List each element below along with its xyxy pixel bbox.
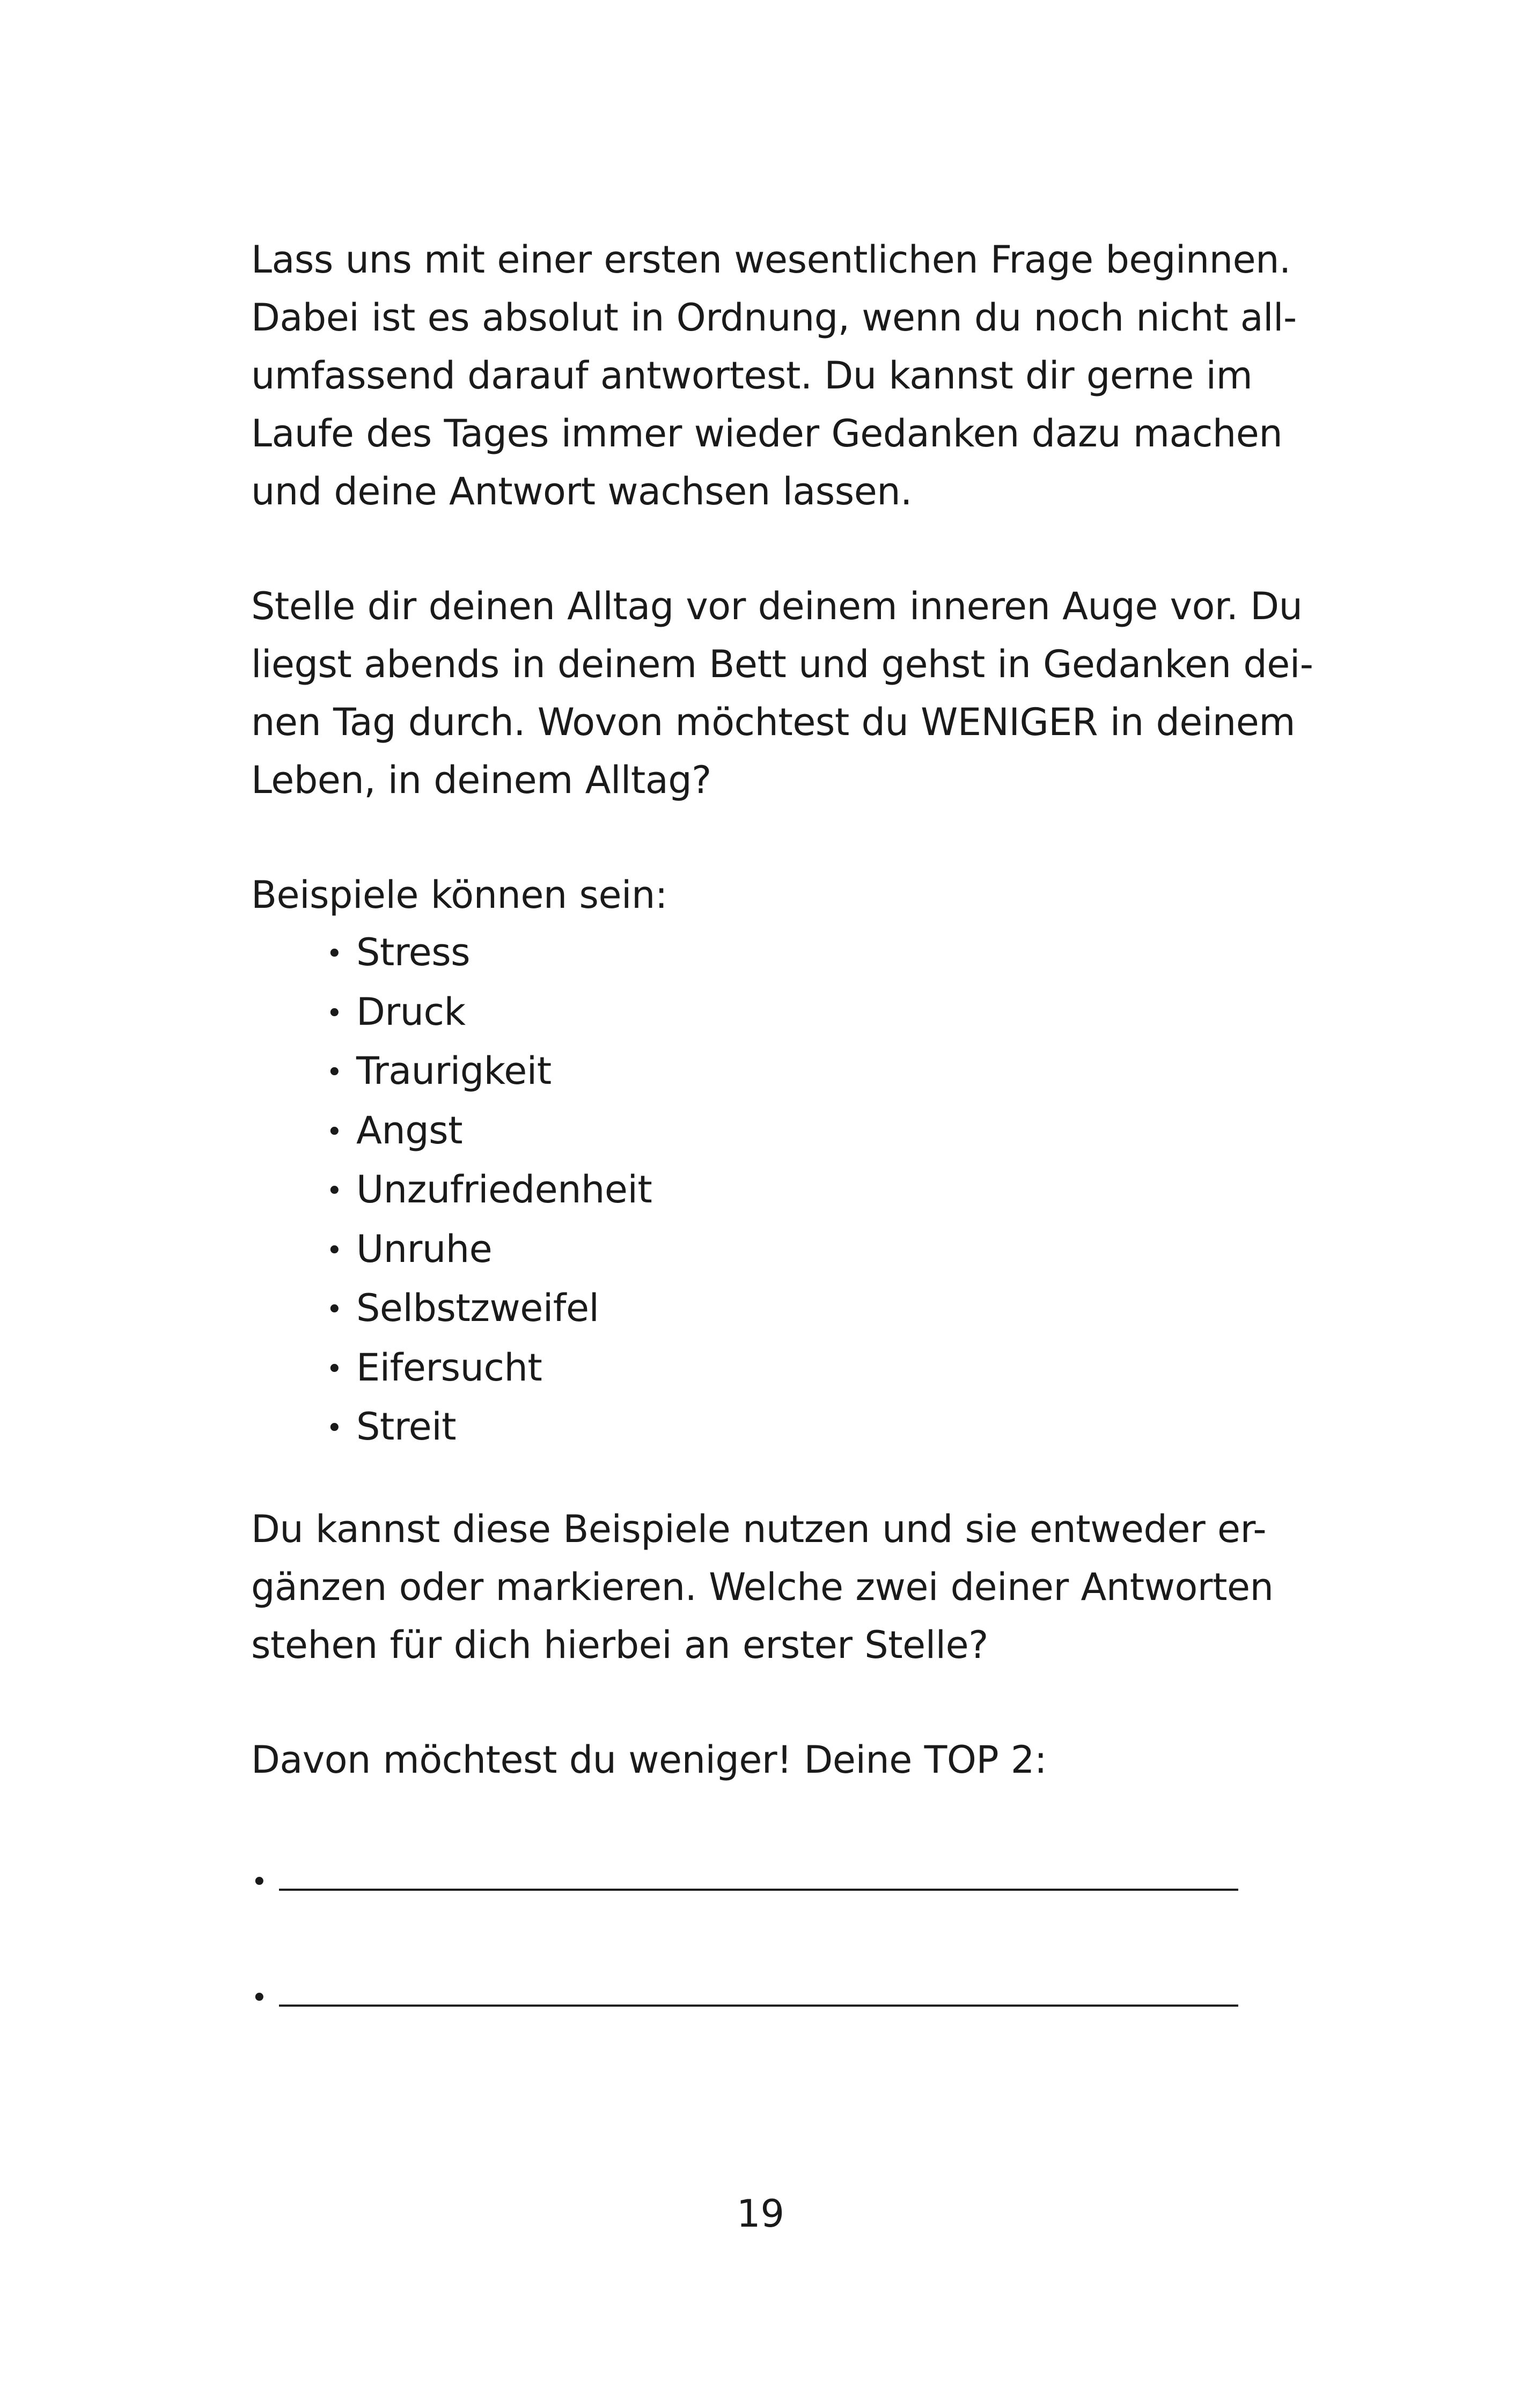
list-item (326, 924, 652, 983)
bullet-icon: • (326, 997, 343, 1030)
text-line: und deine Antwort wachsen lassen. (251, 469, 912, 513)
text-line: Leben, in deinem Alltag? (251, 758, 711, 802)
text-line: gänzen oder markieren. Welche zwei deiner Antworten (251, 1565, 1274, 1609)
list-item (326, 1398, 652, 1458)
list-item (326, 1043, 652, 1102)
bullet-icon: • (326, 1234, 343, 1267)
use-examples-paragraph (251, 1500, 1324, 1674)
examples-intro (251, 866, 1324, 924)
text-line: liegst abends in deinem Bett und gehst in Gedanken dei- (251, 642, 1313, 686)
bullet-icon: • (326, 1294, 343, 1326)
write-in-line[interactable] (279, 2005, 1238, 2007)
list-item-label: Stress (356, 930, 471, 974)
page-number: 19 (736, 2192, 785, 2236)
bullet-icon: • (251, 1982, 268, 2014)
text-line: stehen für dich hierbei an erster Stelle? (251, 1623, 988, 1667)
list-item (326, 983, 652, 1043)
list-item (326, 1102, 652, 1162)
list-item (326, 1339, 652, 1399)
bullet-icon: • (251, 1866, 268, 1898)
list-item (326, 1280, 652, 1339)
imagine-paragraph (251, 577, 1324, 809)
text-line: Stelle dir deinen Alltag vor deinem inneren Auge vor. Du (251, 584, 1303, 628)
list-item (326, 1221, 652, 1280)
answer-field-1[interactable] (251, 1854, 1238, 1897)
list-item-label: Unzufriedenheit (356, 1168, 652, 1212)
list-item-label: Unruhe (356, 1227, 493, 1271)
list-item-label: Eifersucht (356, 1345, 542, 1390)
list-item-label: Druck (356, 989, 466, 1034)
text-line: Laufe des Tages immer wieder Gedanken dazu machen (251, 412, 1283, 456)
bullet-icon: • (326, 1115, 343, 1148)
list-item-label: Selbstzweifel (356, 1286, 599, 1330)
examples-list (326, 924, 652, 1458)
text-line: nen Tag durch. Wovon möchtest du WENIGER in deinem (251, 700, 1296, 744)
answer-field-2[interactable] (251, 1970, 1238, 2013)
list-item-label: Traurigkeit (356, 1049, 552, 1093)
list-item-label: Angst (356, 1108, 463, 1152)
text-line: Davon möchtest du weniger! Deine TOP 2: (251, 1738, 1047, 1782)
intro-paragraph (251, 231, 1324, 520)
list-item-label: Streit (356, 1405, 457, 1449)
top2-prompt (251, 1731, 1324, 1789)
text-line: Dabei ist es absolut in Ordnung, wenn du noch nicht all- (251, 296, 1297, 340)
bullet-icon: • (326, 1056, 343, 1089)
list-item (326, 1161, 652, 1221)
bullet-icon: • (326, 938, 343, 970)
text-line: Du kannst diese Beispiele nutzen und sie entweder er- (251, 1507, 1267, 1551)
write-in-line[interactable] (279, 1889, 1238, 1891)
text-line: Beispiele können sein: (251, 873, 667, 917)
bullet-icon: • (326, 1175, 343, 1207)
bullet-icon: • (326, 1353, 343, 1385)
bullet-icon: • (326, 1412, 343, 1444)
text-line: Lass uns mit einer ersten wesentlichen Frage beginnen. (251, 238, 1291, 282)
text-line: umfassend darauf antwortest. Du kannst dir gerne im (251, 354, 1253, 398)
